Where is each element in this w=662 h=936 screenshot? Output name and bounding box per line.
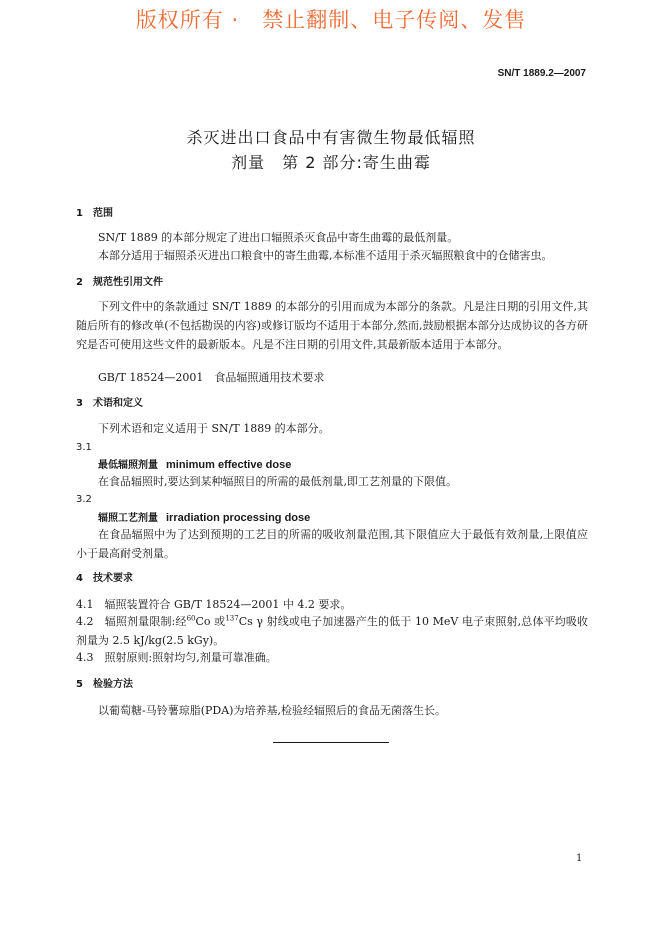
requirement-4-3: 4.3 照射原则:照射均匀,剂量可靠准确。 <box>76 651 277 664</box>
section-1-heading: 1 范围 <box>76 208 113 219</box>
term-3-2-english: irradiation processing dose <box>166 512 311 524</box>
cesium-mass-number: 137 <box>225 614 239 623</box>
cobalt-mass-number: 60 <box>186 614 196 623</box>
watermark-banner: 版权所有 · 禁止翻制、电子传阅、发售 <box>135 8 527 32</box>
section-1-paragraph-1: SN/T 1889 的本部分规定了进出口辐照杀灭食品中寄生曲霉的最低剂量。 <box>98 231 459 244</box>
end-rule <box>273 742 389 743</box>
term-3-1-title <box>98 458 291 472</box>
page-number: 1 <box>576 853 583 864</box>
requirement-4-2-lead: 4.2 辐照剂量限制:经 <box>76 615 187 628</box>
term-3-2-title <box>98 511 310 525</box>
document-title-line-1: 杀灭进出口食品中有害微生物最低辐照 <box>186 128 476 147</box>
requirement-4-2 <box>76 612 588 650</box>
normative-reference: GB/T 18524—2001 食品辐照通用技术要求 <box>98 371 325 384</box>
requirement-4-2-rest: Cs γ 射线或电子加速器产生的低于 10 MeV 电子束照射,总体平均吸收剂量为 2.5 kJ/kg(2.5 kGy)。 <box>76 615 588 647</box>
document-title-line-2: 剂量 第 2 部分:寄生曲霉 <box>231 153 431 172</box>
section-1-paragraph-2: 本部分适用于辐照杀灭进出口粮食中的寄生曲霉,本标准不适用于杀灭辐照粮食中的仓储害虫。 <box>98 249 553 262</box>
section-3-intro: 下列术语和定义适用于 SN/T 1889 的本部分。 <box>98 422 330 435</box>
section-2-paragraph: 下列文件中的条款通过 SN/T 1889 的本部分的引用而成为本部分的条款。凡是注日期的引用文件,其随后所有的修改单(不包括勘误的内容)或修订版均不适用于本部分,然而,鼓励根据本部分达成协议的各方研究是否可使用这些文件的最新版本。凡是不注日期的引用文件,其最新版本适用于本部分。 <box>76 300 588 351</box>
term-3-2-chinese: 辐照工艺剂量 <box>98 513 158 524</box>
section-3-heading: 3 术语和定义 <box>76 398 143 409</box>
term-3-1-english: minimum effective dose <box>166 459 292 471</box>
section-4-heading: 4 技术要求 <box>76 573 133 584</box>
term-3-1-definition: 在食品辐照时,要达到某种辐照目的所需的最低剂量,即工艺剂量的下限值。 <box>98 475 457 488</box>
section-2-heading: 2 规范性引用文件 <box>76 277 163 288</box>
term-3-2-definition: 在食品辐照中为了达到预期的工艺目的所需的吸收剂量范围,其下限值应大于最低有效剂量,上限值应小于最高耐受剂量。 <box>76 528 588 560</box>
term-3-1-number: 3.1 <box>76 442 92 453</box>
requirement-4-1: 4.1 辐照装置符合 GB/T 18524—2001 中 4.2 要求。 <box>76 598 352 611</box>
standard-number: SN/T 1889.2—2007 <box>497 68 586 79</box>
section-5-paragraph: 以葡萄糖-马铃薯琼脂(PDA)为培养基,检验经辐照后的食品无菌落生长。 <box>98 704 446 717</box>
term-3-2-number: 3.2 <box>76 494 92 505</box>
term-3-1-chinese: 最低辐照剂量 <box>98 460 158 471</box>
requirement-4-2-cobalt: Co 或 <box>195 615 226 628</box>
section-5-heading: 5 检验方法 <box>76 679 133 690</box>
